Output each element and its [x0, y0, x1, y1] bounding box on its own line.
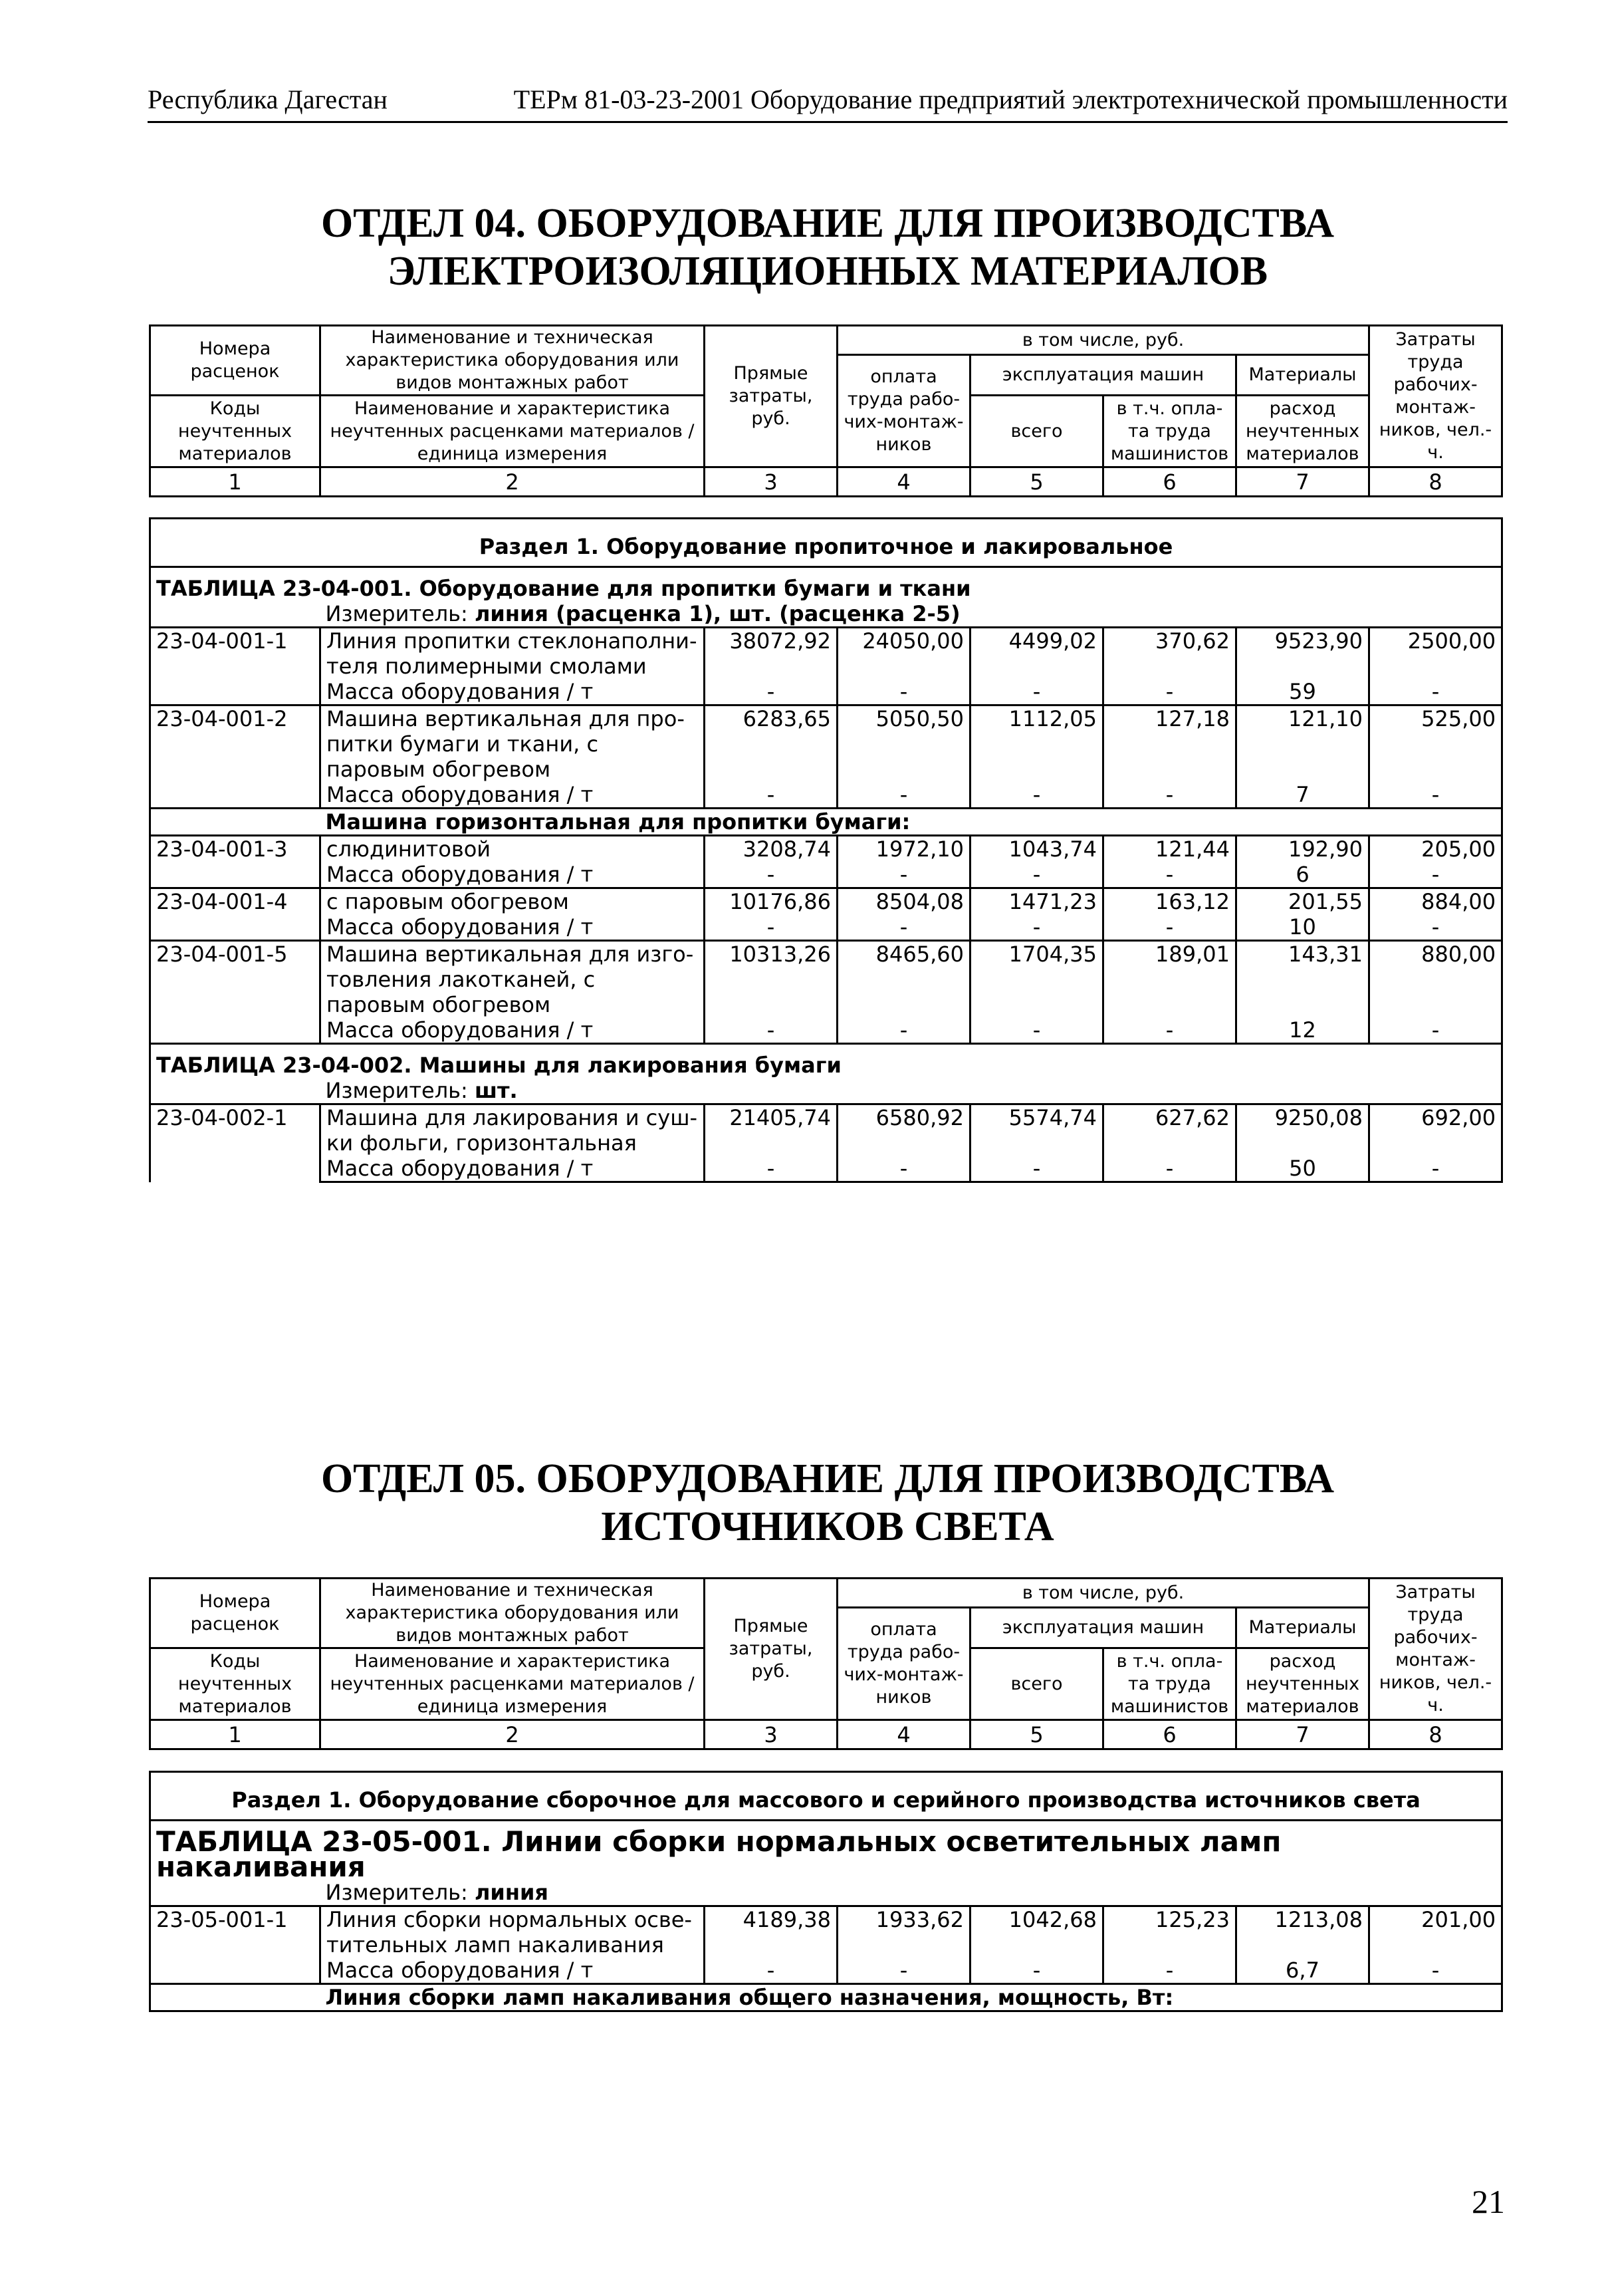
table-row [150, 628, 1502, 680]
col-header-naimen1: Наименование и техническая характеристика оборудования или видов монтажных работ [320, 326, 705, 396]
mass-value: 6 [1236, 862, 1369, 888]
col-number: 6 [1103, 1720, 1236, 1749]
mass-label: Масса оборудования / т [320, 1017, 705, 1044]
col-header-ekspl: эксплуатация машин [970, 355, 1236, 396]
mass-value: - [970, 782, 1103, 809]
mass-value: - [1103, 862, 1236, 888]
col-header-oplata: оплата труда рабо-чих-монтаж-ников [838, 1608, 970, 1720]
mass-label: Масса оборудования / т [320, 862, 705, 888]
meter-label: Измеритель: [325, 1880, 468, 1905]
mass-value: - [970, 862, 1103, 888]
mass-row [150, 782, 1502, 809]
rate-code: 23-04-001-4 [150, 888, 320, 941]
section-title: Раздел 1. Оборудование сборочное для массового и серийного производства источников света [150, 1772, 1502, 1821]
rate-name: Линия пропитки стеклонаполни-теля полимерными смолами [320, 628, 705, 680]
direct-cost: 10176,86 [705, 888, 838, 915]
materials-cost: 192,90 [1236, 836, 1369, 862]
col-header-nomera: Номера расценок [150, 326, 320, 396]
labor-cost: 8465,60 [838, 941, 970, 1018]
rows-group [150, 1104, 1502, 1182]
labor-hours: 205,00 [1369, 836, 1502, 862]
mass-value: - [705, 782, 838, 809]
machinist-labor-cost: 627,62 [1103, 1104, 1236, 1156]
mass-value: - [1103, 1958, 1236, 1984]
table-row [150, 888, 1502, 915]
footer-subheading: Линия сборки ламп накаливания общего назначения, мощность, Вт: [320, 1984, 1502, 2011]
column-header-table [149, 1577, 1503, 1750]
mass-row [150, 1156, 1502, 1182]
col-number: 3 [705, 467, 838, 497]
mass-value: - [838, 1017, 970, 1044]
mass-value: - [970, 1958, 1103, 1984]
machine-cost-total: 1043,74 [970, 836, 1103, 862]
labor-hours: 201,00 [1369, 1906, 1502, 1958]
rate-code: 23-04-001-5 [150, 941, 320, 1044]
table-title: ТАБЛИЦА 23-05-001. Линии сборки нормальных осветительных ламп накаливания [150, 1821, 1502, 1880]
table-row [150, 1104, 1502, 1156]
labor-hours: 692,00 [1369, 1104, 1502, 1156]
machinist-labor-cost: 370,62 [1103, 628, 1236, 680]
rates-table-dept04 [149, 517, 1503, 1183]
rate-code: 23-04-002-1 [150, 1104, 320, 1182]
labor-cost: 1972,10 [838, 836, 970, 862]
meter-value: линия [474, 1880, 548, 1905]
department-05-title-line2: ИСТОЧНИКОВ СВЕТА [601, 1504, 1054, 1549]
table-row [150, 836, 1502, 862]
materials-cost: 121,10 [1236, 705, 1369, 783]
direct-cost: 6283,65 [705, 705, 838, 783]
col-header-oplata: оплата труда рабо-чих-монтаж-ников [838, 355, 970, 467]
meter-label: Измеритель: [325, 601, 468, 626]
col-number: 4 [838, 1720, 970, 1749]
col-number: 8 [1369, 1720, 1502, 1749]
col-number: 1 [150, 467, 320, 497]
header-document-title: ТЕРм 81-03-23-2001 Оборудование предприятий электротехнической промышленности [513, 84, 1508, 114]
rate-code: 23-04-001-3 [150, 836, 320, 888]
rate-name: Машина вертикальная для изго-товления лакотканей, с паровым обогревом [320, 941, 705, 1018]
mass-value: - [970, 914, 1103, 941]
mass-label: Масса оборудования / т [320, 914, 705, 941]
machine-cost-total: 5574,74 [970, 1104, 1103, 1156]
mass-row [150, 679, 1502, 705]
machine-cost-total: 1471,23 [970, 888, 1103, 915]
col-number: 2 [320, 1720, 705, 1749]
machinist-labor-cost: 121,44 [1103, 836, 1236, 862]
labor-cost: 5050,50 [838, 705, 970, 783]
mass-value: - [838, 679, 970, 705]
machinist-labor-cost: 125,23 [1103, 1906, 1236, 1958]
mass-value: - [705, 914, 838, 941]
col-header-naimen1: Наименование и техническая характеристика оборудования или видов монтажных работ [320, 1579, 705, 1648]
col-number: 7 [1236, 467, 1369, 497]
col-header-rashod: расход неучтенных материалов [1236, 396, 1369, 467]
page-header [148, 78, 1508, 123]
mass-value: - [1369, 679, 1502, 705]
col-header-vtom: в том числе, руб. [838, 326, 1369, 355]
direct-cost: 3208,74 [705, 836, 838, 862]
col-number: 5 [970, 467, 1103, 497]
mass-label: Масса оборудования / т [320, 782, 705, 809]
col-header-zatraty: Затраты труда рабочих-монтаж-ников, чел.-ч. [1369, 1579, 1502, 1720]
meter-value: шт. [474, 1078, 518, 1103]
mass-value: 6,7 [1236, 1958, 1369, 1984]
col-number: 1 [150, 1720, 320, 1749]
labor-hours: 525,00 [1369, 705, 1502, 783]
department-05-title-line1: ОТДЕЛ 05. ОБОРУДОВАНИЕ ДЛЯ ПРОИЗВОДСТВА [320, 1456, 1335, 1501]
rate-name: Линия сборки нормальных осве-тительных ламп накаливания [320, 1906, 705, 1958]
col-header-nomera: Номера расценок [150, 1579, 320, 1648]
mass-value: - [970, 1156, 1103, 1182]
table-title: ТАБЛИЦА 23-04-001. Оборудование для пропитки бумаги и ткани [150, 567, 1502, 602]
mass-row [150, 862, 1502, 888]
mass-label: Масса оборудования / т [320, 679, 705, 705]
col-header-vtom: в том числе, руб. [838, 1579, 1369, 1608]
mass-value: - [705, 1958, 838, 1984]
machine-cost-total: 1112,05 [970, 705, 1103, 783]
table-row [150, 705, 1502, 783]
materials-cost: 201,55 [1236, 888, 1369, 915]
materials-cost: 143,31 [1236, 941, 1369, 1018]
col-header-materialy: Материалы [1236, 355, 1369, 396]
mass-label: Масса оборудования / т [320, 1156, 705, 1182]
labor-cost: 1933,62 [838, 1906, 970, 1958]
materials-cost: 9523,90 [1236, 628, 1369, 680]
labor-cost: 8504,08 [838, 888, 970, 915]
mass-label: Масса оборудования / т [320, 1958, 705, 1984]
mass-value: - [838, 1156, 970, 1182]
col-header-vsego: всего [970, 1648, 1103, 1720]
mass-value: 7 [1236, 782, 1369, 809]
col-header-vtch: в т.ч. опла-та труда машинистов [1103, 1648, 1236, 1720]
mass-value: - [1369, 782, 1502, 809]
mass-value: - [838, 914, 970, 941]
col-header-pryamye: Прямые затраты, руб. [705, 326, 838, 467]
rows-group [150, 1906, 1502, 1984]
mass-value: - [1369, 862, 1502, 888]
labor-cost: 6580,92 [838, 1104, 970, 1156]
labor-cost: 24050,00 [838, 628, 970, 680]
direct-cost: 38072,92 [705, 628, 838, 680]
mass-row [150, 1017, 1502, 1044]
materials-cost: 1213,08 [1236, 1906, 1369, 1958]
col-header-kody: Коды неучтенных материалов [150, 396, 320, 467]
mass-value: - [1369, 1156, 1502, 1182]
meter-label: Измеритель: [325, 1078, 468, 1103]
mass-value: - [970, 1017, 1103, 1044]
labor-hours: 884,00 [1369, 888, 1502, 915]
labor-hours: 2500,00 [1369, 628, 1502, 680]
mass-value: - [705, 862, 838, 888]
mass-value: - [1103, 914, 1236, 941]
col-header-zatraty: Затраты труда рабочих-монтаж-ников, чел.-ч. [1369, 326, 1502, 467]
meter-line [320, 601, 1502, 628]
subheading: Машина горизонтальная для пропитки бумаги: [320, 809, 1502, 836]
mass-value: 10 [1236, 914, 1369, 941]
department-04-title-line2: ЭЛЕКТРОИЗОЛЯЦИОННЫХ МАТЕРИАЛОВ [387, 249, 1268, 294]
machinist-labor-cost: 163,12 [1103, 888, 1236, 915]
materials-cost: 9250,08 [1236, 1104, 1369, 1156]
direct-cost: 21405,74 [705, 1104, 838, 1156]
table-title: ТАБЛИЦА 23-04-002. Машины для лакирования бумаги [150, 1044, 1502, 1079]
mass-value: - [970, 679, 1103, 705]
mass-value: - [705, 1156, 838, 1182]
mass-value: - [838, 782, 970, 809]
col-header-naimen2: Наименование и характеристика неучтенных расценками материалов / единица измерения [320, 396, 705, 467]
meter-value: линия (расценка 1), шт. (расценка 2-5) [474, 601, 961, 626]
col-header-kody: Коды неучтенных материалов [150, 1648, 320, 1720]
mass-value: - [705, 679, 838, 705]
col-header-ekspl: эксплуатация машин [970, 1608, 1236, 1648]
mass-value: - [1103, 782, 1236, 809]
col-number: 3 [705, 1720, 838, 1749]
machine-cost-total: 4499,02 [970, 628, 1103, 680]
rate-name: Машина для лакирования и суш-ки фольги, горизонтальная [320, 1104, 705, 1156]
mass-value: - [1369, 914, 1502, 941]
rate-code: 23-04-001-2 [150, 705, 320, 809]
mass-value: - [838, 862, 970, 888]
section-title: Раздел 1. Оборудование пропиточное и лакировальное [150, 519, 1502, 567]
col-number: 5 [970, 1720, 1103, 1749]
rate-name: Машина вертикальная для про-питки бумаги и ткани, с паровым обогревом [320, 705, 705, 783]
col-number: 6 [1103, 467, 1236, 497]
rate-name: с паровым обогревом [320, 888, 705, 915]
mass-value: - [838, 1958, 970, 1984]
mass-value: 12 [1236, 1017, 1369, 1044]
mass-value: - [1103, 1156, 1236, 1182]
meter-line [320, 1880, 1502, 1906]
rows-group [150, 628, 1502, 809]
mass-value: - [705, 1017, 838, 1044]
rate-name: слюдинитовой [320, 836, 705, 862]
direct-cost: 4189,38 [705, 1906, 838, 1958]
mass-value: - [1369, 1958, 1502, 1984]
col-header-materialy: Материалы [1236, 1608, 1369, 1648]
direct-cost: 10313,26 [705, 941, 838, 1018]
col-header-rashod: расход неучтенных материалов [1236, 1648, 1369, 1720]
department-04-title [148, 199, 1508, 295]
table-row [150, 941, 1502, 1018]
department-04-title-line1: ОТДЕЛ 04. ОБОРУДОВАНИЕ ДЛЯ ПРОИЗВОДСТВА [320, 201, 1335, 246]
col-header-vsego: всего [970, 396, 1103, 467]
page-number: 21 [1472, 2183, 1505, 2220]
rows-group [150, 836, 1502, 1044]
mass-value: 50 [1236, 1156, 1369, 1182]
machine-cost-total: 1704,35 [970, 941, 1103, 1018]
rates-table-dept05 [149, 1771, 1503, 2012]
rate-code: 23-05-001-1 [150, 1906, 320, 1984]
col-header-naimen2: Наименование и характеристика неучтенных расценками материалов / единица измерения [320, 1648, 705, 1720]
mass-row [150, 914, 1502, 941]
mass-value: - [1103, 679, 1236, 705]
mass-row [150, 1958, 1502, 1984]
col-number: 4 [838, 467, 970, 497]
col-number: 8 [1369, 467, 1502, 497]
mass-value: - [1103, 1017, 1236, 1044]
department-05-title [148, 1455, 1508, 1551]
labor-hours: 880,00 [1369, 941, 1502, 1018]
mass-value: - [1369, 1017, 1502, 1044]
col-number: 7 [1236, 1720, 1369, 1749]
rate-code: 23-04-001-1 [150, 628, 320, 705]
machinist-labor-cost: 127,18 [1103, 705, 1236, 783]
column-header-table [149, 324, 1503, 497]
col-header-pryamye: Прямые затраты, руб. [705, 1579, 838, 1720]
header-region: Республика Дагестан [148, 84, 388, 114]
mass-value: 59 [1236, 679, 1369, 705]
machine-cost-total: 1042,68 [970, 1906, 1103, 1958]
col-number: 2 [320, 467, 705, 497]
table-row [150, 1906, 1502, 1958]
meter-line [320, 1078, 1502, 1104]
col-header-vtch: в т.ч. опла-та труда машинистов [1103, 396, 1236, 467]
machinist-labor-cost: 189,01 [1103, 941, 1236, 1018]
